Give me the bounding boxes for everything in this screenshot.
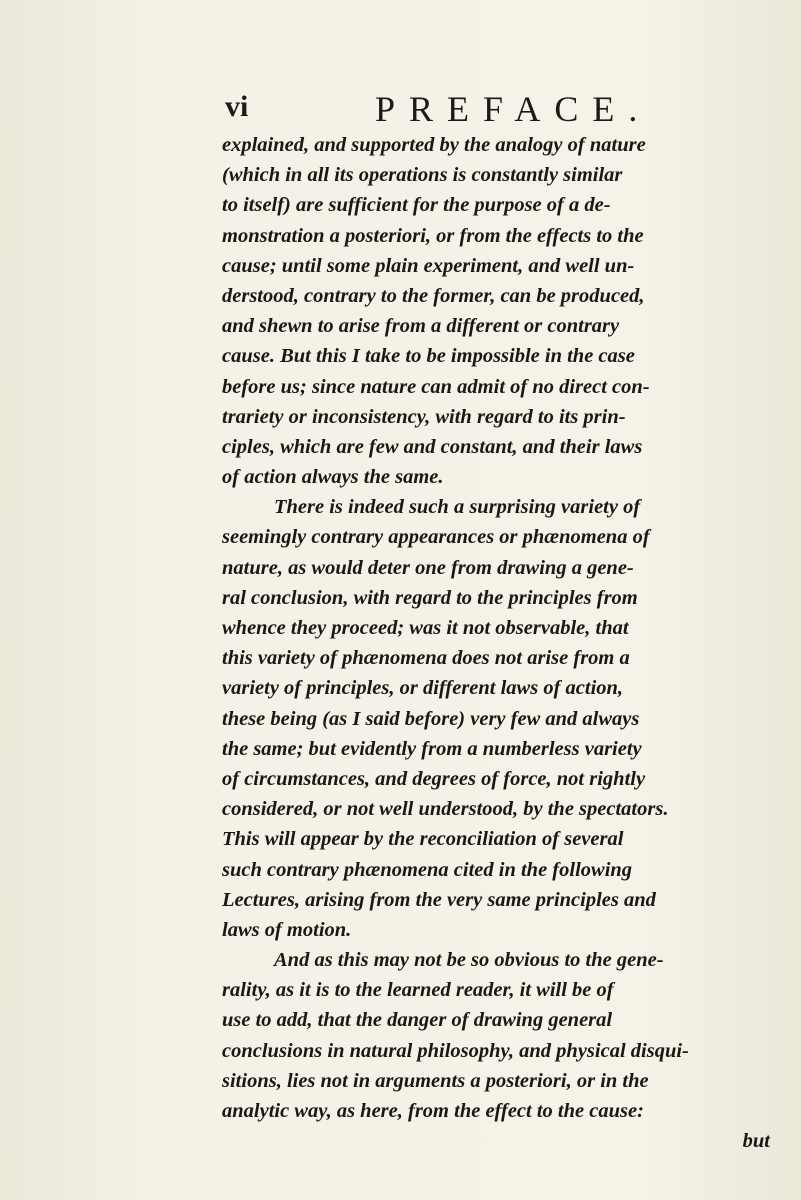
text-line: rality, as it is to the learned reader, it will be of <box>222 979 614 1002</box>
text-line: (which in all its operations is constantly similar <box>222 164 623 187</box>
text-line: to itself) are sufficient for the purpose of a de- <box>222 194 611 217</box>
catchword: but <box>742 1130 770 1153</box>
text-line: conclusions in natural philosophy, and physical disqui- <box>222 1039 689 1062</box>
text-line: derstood, contrary to the former, can be produced, <box>222 284 645 307</box>
body-text <box>222 130 782 1156</box>
text-line: seemingly contrary appearances or phænomena of <box>222 526 650 549</box>
text-line: monstration a posteriori, or from the effects to the <box>222 224 644 247</box>
text-line: analytic way, as here, from the effect to the cause: <box>222 1100 644 1122</box>
text-line: the same; but evidently from a numberless variety <box>222 737 642 760</box>
text-line: cause; until some plain experiment, and well un- <box>222 254 635 277</box>
text-line: of circumstances, and degrees of force, not rightly <box>222 767 646 790</box>
page-header <box>225 88 785 128</box>
paragraph-start-line: There is indeed such a surprising variety of <box>274 496 641 519</box>
text-line: cause. But this I take to be impossible in the case <box>222 345 635 368</box>
text-line: ciples, which are few and constant, and their laws <box>222 435 643 458</box>
text-line: This will appear by the reconciliation of several <box>222 828 624 851</box>
text-line: and shewn to arise from a different or contrary <box>222 315 620 338</box>
text-line: trariety or inconsistency, with regard to its prin- <box>222 405 626 428</box>
text-line: these being (as I said before) very few and always <box>222 707 640 730</box>
text-line: of action always the same. <box>222 466 444 489</box>
text-line: this variety of phænomena does not arise from a <box>222 647 630 670</box>
running-head: PREFACE. <box>375 89 652 129</box>
text-line: laws of motion. <box>222 918 352 941</box>
text-line: explained, and supported by the analogy of nature <box>222 134 646 156</box>
text-line: nature, as would deter one from drawing a gene- <box>222 556 634 579</box>
page-number: vi <box>225 90 249 123</box>
text-line: considered, or not well understood, by the spectators. <box>222 798 669 821</box>
text-line: variety of principles, or different laws of action, <box>222 677 624 700</box>
text-line: such contrary phænomena cited in the following <box>222 858 633 881</box>
text-line: Lectures, arising from the very same principles and <box>222 888 656 911</box>
text-line: ral conclusion, with regard to the principles from <box>222 586 638 609</box>
text-line: before us; since nature can admit of no direct con- <box>222 375 650 398</box>
text-line: use to add, that the danger of drawing general <box>222 1009 613 1032</box>
paragraph-start-line: And as this may not be so obvious to the gene- <box>274 949 664 972</box>
text-line: sitions, lies not in arguments a posteriori, or in the <box>222 1069 649 1092</box>
text-line: whence they proceed; was it not observable, that <box>222 617 629 639</box>
